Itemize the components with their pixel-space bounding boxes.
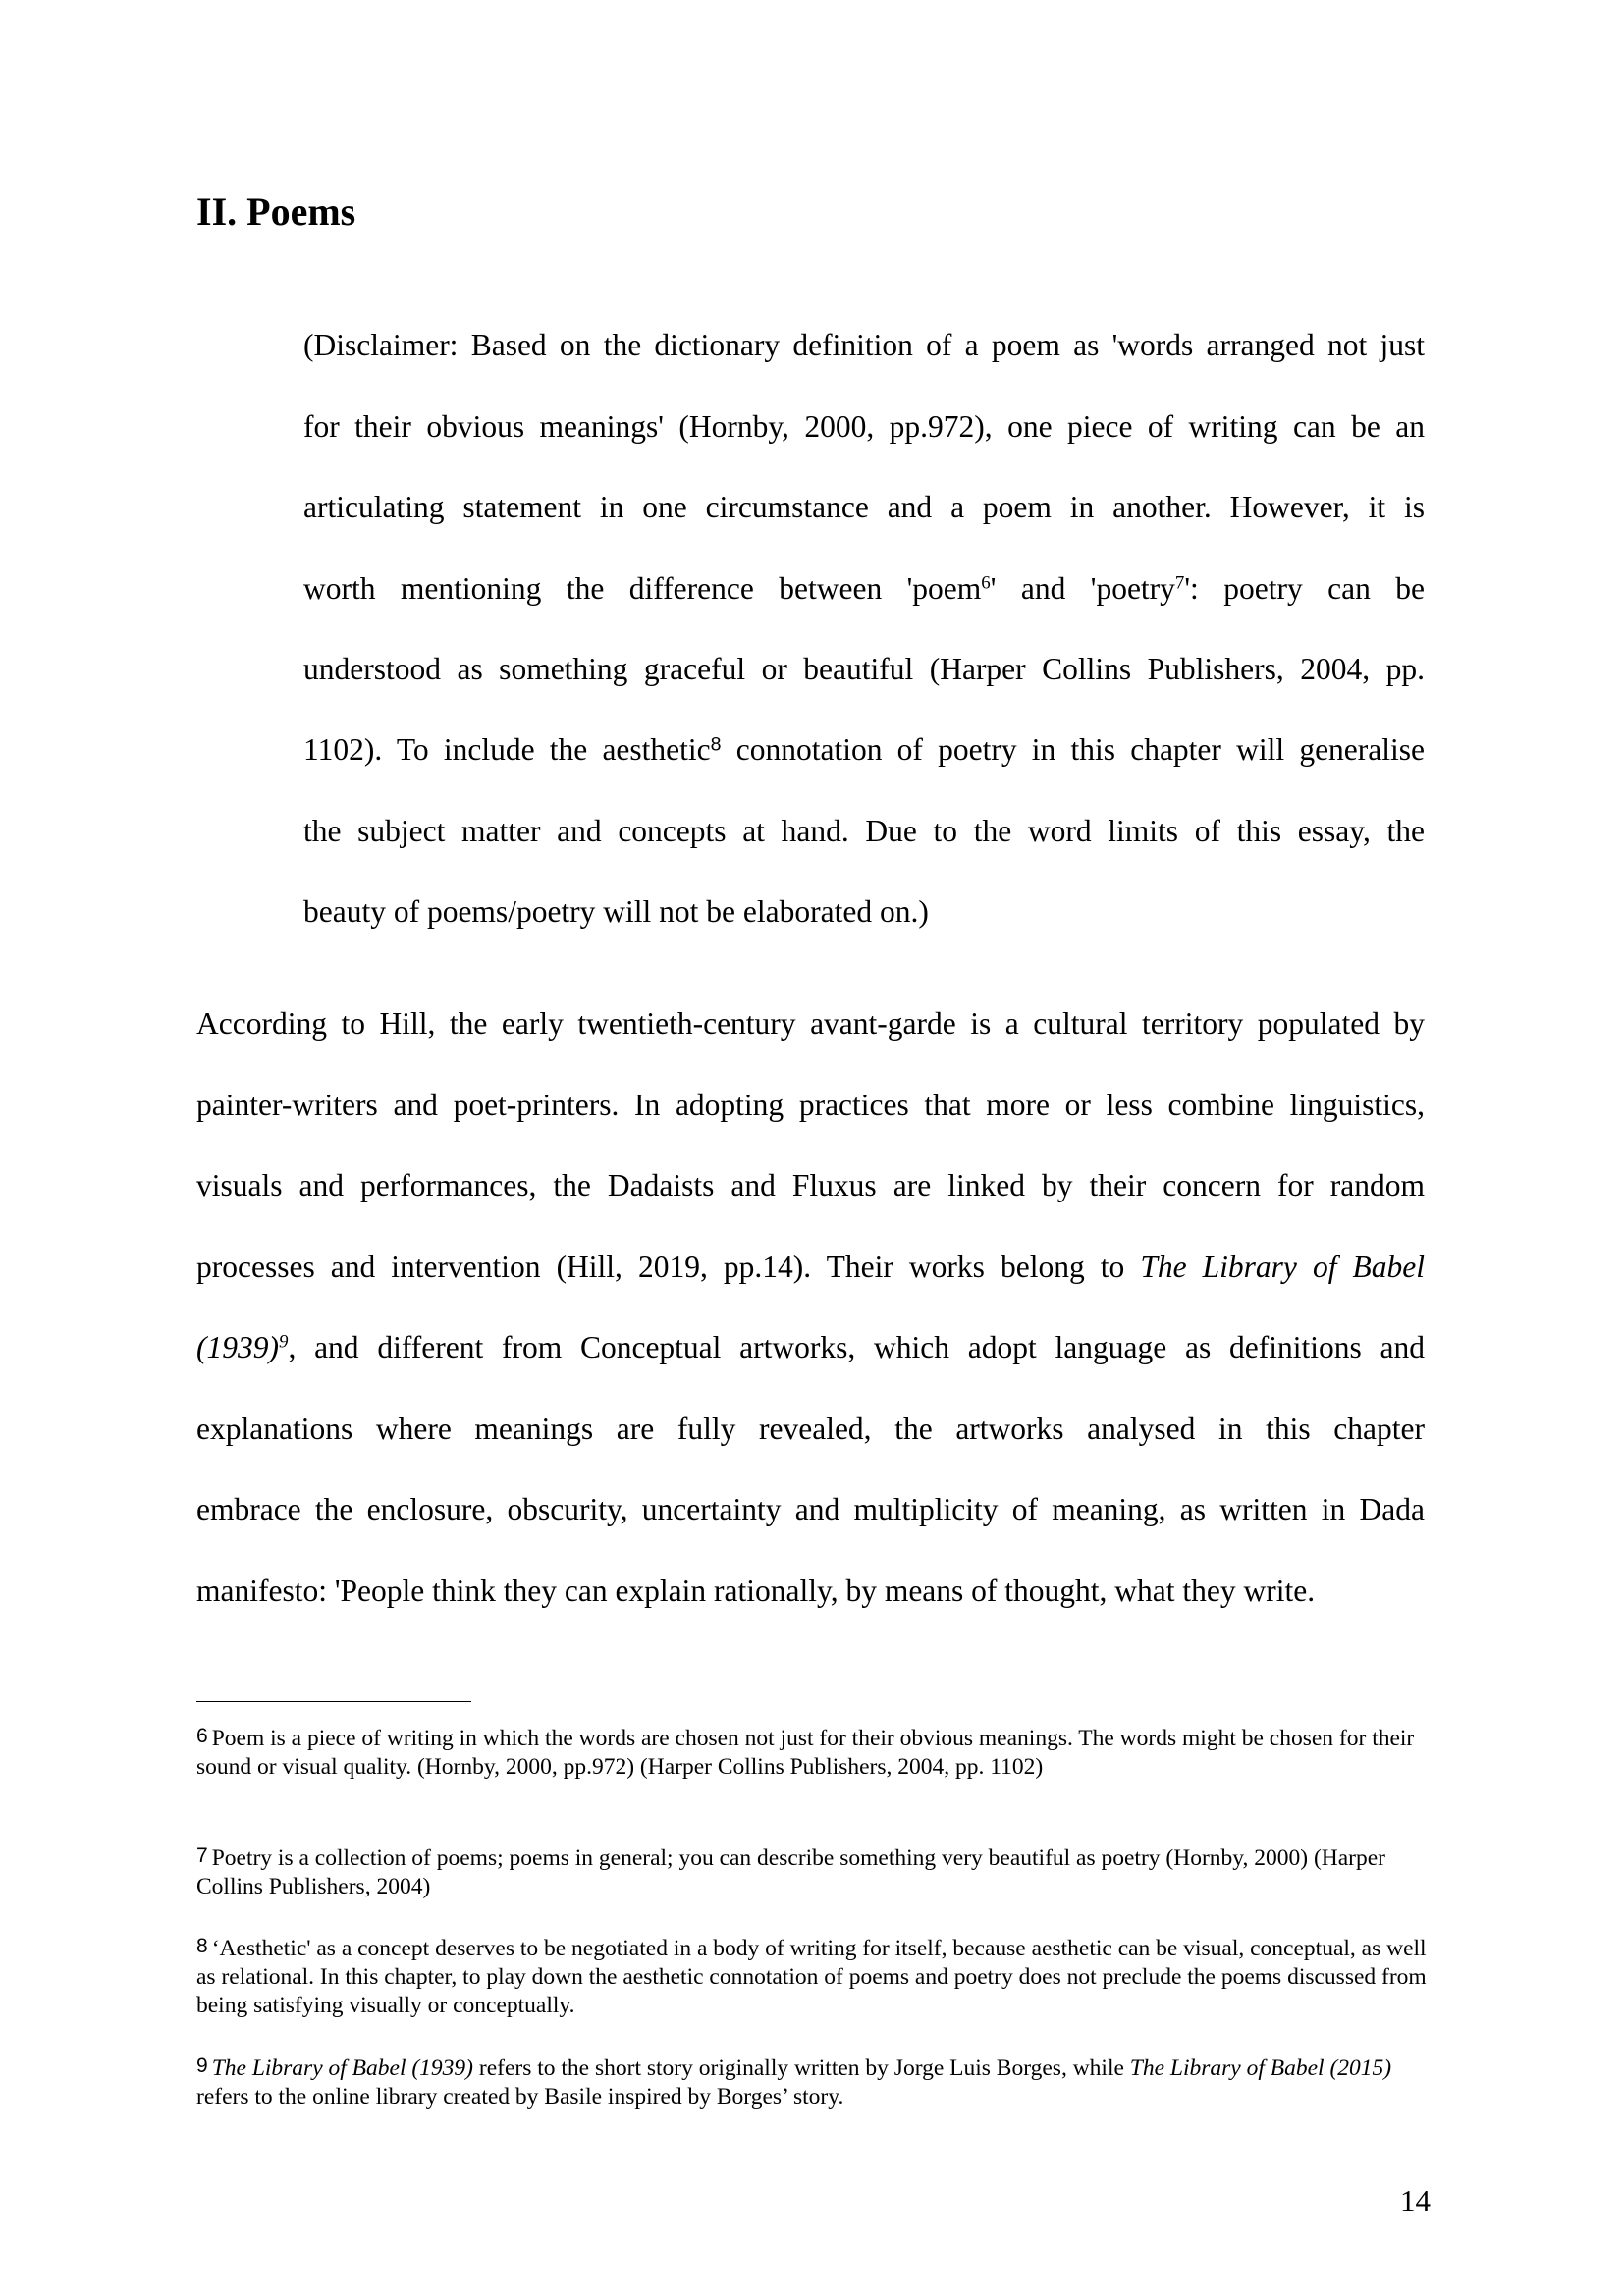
disclaimer-line-4: [303, 573, 1425, 605]
footnote-ref-8: 8: [710, 733, 722, 756]
footnote-text: refers to the online library created by Basile inspired by Borges’ story.: [196, 2084, 844, 2109]
footnote-text: Poetry is a collection of poems; poems in general; you can describe something very beautiful as poetry (Hornby, 2000) (Harper Collins Publishers, 2004): [196, 1845, 1386, 1899]
footnote-text: Poem is a piece of writing in which the words are chosen not just for their obvious meanings. The words might be chosen for their sound or visual quality. (Hornby, 2000, pp.972) (Harper Collins Publishers, 2004, pp. 1102): [196, 1726, 1415, 1780]
footnote-italic-title: The Library of Babel (1939): [211, 2056, 474, 2081]
disclaimer-text: connotation of poetry in this chapter will generalise: [721, 732, 1426, 767]
footnote-italic-title: The Library of Babel (2015): [1129, 2056, 1392, 2081]
body-text: , and different from Conceptual artworks, which adopt language as definitions and: [288, 1330, 1425, 1364]
footnote-ref-6: 6: [981, 572, 991, 594]
footnote-number: 9: [196, 2055, 208, 2077]
disclaimer-text: 1102). To include the aesthetic: [303, 732, 711, 767]
footnote-ref-9: 9: [278, 1331, 289, 1353]
disclaimer-line-2: for their obvious meanings' (Hornby, 2000, pp.972), one piece of writing can be an: [303, 409, 1425, 444]
disclaimer-line-3: articulating statement in one circumstance and a poem in another. However, it is: [303, 490, 1425, 524]
body-line-8: manifesto: 'People think they can explain rationally, by means of thought, what they write.: [196, 1574, 1316, 1608]
footnote-6: [196, 1722, 1429, 1782]
section-heading: II. Poems: [196, 189, 356, 234]
disclaimer-text: ': poetry can be: [1184, 571, 1426, 606]
disclaimer-text: worth mentioning the difference between 'poem: [303, 571, 982, 606]
footnote-separator: [196, 1701, 471, 1702]
disclaimer-line-8: beauty of poems/poetry will not be elaborated on.): [303, 894, 929, 929]
disclaimer-line-1: (Disclaimer: Based on the dictionary definition of a poem as 'words arranged not just: [303, 328, 1425, 362]
disclaimer-line-6: [303, 734, 1425, 766]
body-line-4: [196, 1252, 1425, 1283]
footnote-8: [196, 1932, 1429, 2020]
footnote-text: ‘Aesthetic' as a concept deserves to be negotiated in a body of writing for itself, because aesthetic can be visual, conceptual, as well as relational. In this chapter, to play down the aesthetic connotation of poems and poetry does not preclude the poems discussed from being satisfying visually or conceptually.: [196, 1936, 1427, 2018]
body-line-7: embrace the enclosure, obscurity, uncertainty and multiplicity of meaning, as written in Dada: [196, 1492, 1425, 1526]
body-line-2: painter-writers and poet-printers. In adopting practices that more or less combine linguistics,: [196, 1088, 1425, 1122]
page-number: 14: [1400, 2183, 1431, 2217]
body-line-5: [196, 1332, 1425, 1363]
footnote-9: [196, 2052, 1429, 2111]
body-line-3: visuals and performances, the Dadaists and Fluxus are linked by their concern for random: [196, 1168, 1425, 1202]
body-text: processes and intervention (Hill, 2019, pp.14). Their works belong to: [196, 1250, 1141, 1284]
body-line-6: explanations where meanings are fully revealed, the artworks analysed in this chapter: [196, 1412, 1425, 1446]
library-of-babel-title: The Library of Babel: [1140, 1250, 1425, 1284]
footnote-number: 8: [196, 1935, 208, 1957]
disclaimer-line-5: understood as something graceful or beautiful (Harper Collins Publishers, 2004, pp.: [303, 652, 1425, 686]
disclaimer-line-7: the subject matter and concepts at hand. Due to the word limits of this essay, the: [303, 814, 1425, 848]
body-line-1: According to Hill, the early twentieth-century avant-garde is a cultural territory populated by: [196, 1006, 1425, 1041]
disclaimer-text: ' and 'poetry: [990, 571, 1175, 606]
library-of-babel-year: (1939): [196, 1330, 279, 1364]
footnote-text: refers to the short story originally written by Jorge Luis Borges, while: [473, 2056, 1130, 2081]
footnote-number: 6: [196, 1725, 208, 1747]
footnote-number: 7: [196, 1844, 208, 1867]
footnote-ref-7: 7: [1174, 572, 1185, 594]
footnote-7: [196, 1842, 1429, 1901]
